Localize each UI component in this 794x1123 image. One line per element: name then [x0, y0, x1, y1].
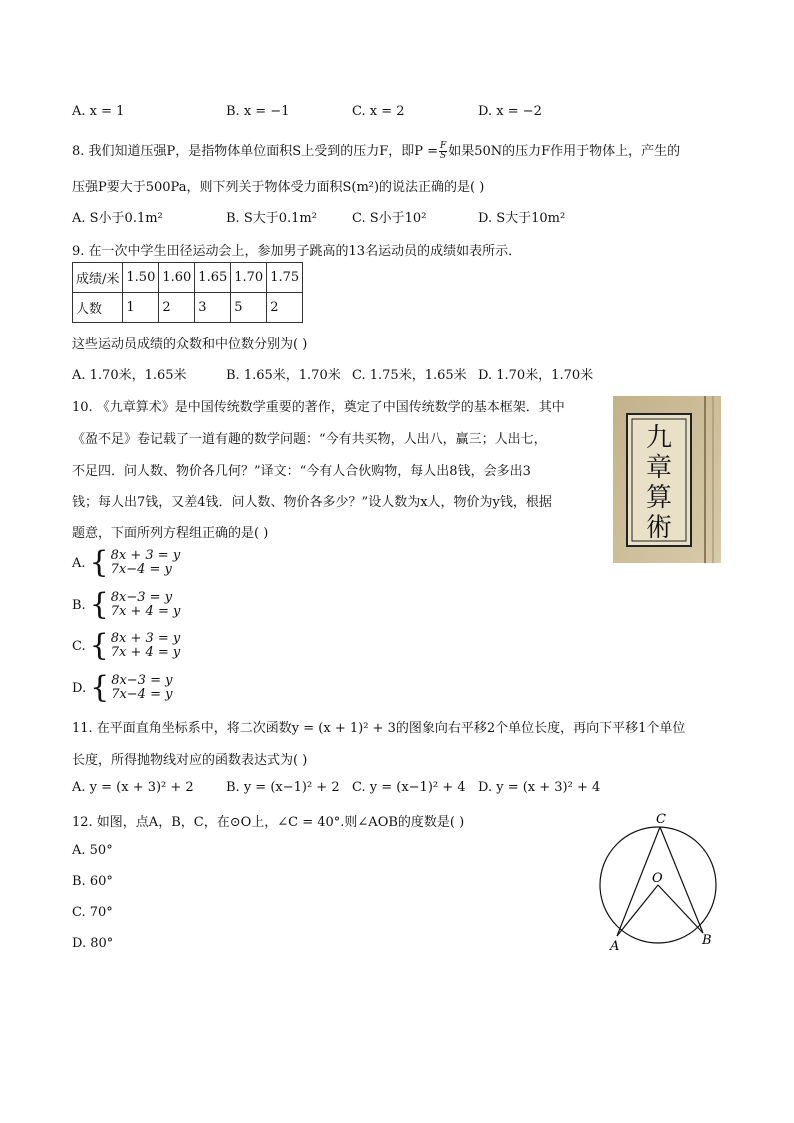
- table-cell: 1.75: [267, 263, 303, 293]
- q9-option-c: C. 1.75米，1.65米: [352, 368, 467, 383]
- q9-option-a: A. 1.70米，1.65米: [72, 368, 187, 383]
- q10-option-b: [72, 587, 181, 622]
- book-char-3: 算: [645, 483, 673, 513]
- q7-option-d: D. x = −2: [478, 104, 542, 119]
- table-cell: 2: [267, 293, 303, 323]
- table-row: [73, 293, 303, 323]
- q11-option-a: A. y = (x + 3)² + 2: [72, 780, 194, 795]
- brace-symbol: {: [90, 670, 110, 705]
- brace-symbol: {: [89, 587, 109, 622]
- option-label: B.: [72, 597, 86, 613]
- q9-option-b: B. 1.65米，1.70米: [226, 368, 341, 383]
- q7-option-b: B. x = −1: [226, 104, 290, 119]
- equation-1: 8x + 3 = y: [110, 548, 181, 563]
- q10-option-a: [72, 545, 181, 580]
- segment-oa: [617, 885, 658, 936]
- q7-option-c: C. x = 2: [352, 104, 405, 119]
- q11-option-c: C. y = (x−1)² + 4: [352, 780, 466, 795]
- book-char-2: 章: [645, 453, 673, 483]
- q10-option-c: [72, 628, 181, 663]
- table-cell: 1.65: [195, 263, 231, 293]
- fraction-numerator: F: [439, 141, 447, 151]
- table-cell: 1.60: [159, 263, 195, 293]
- q8-option-c: C. S小于10²: [352, 211, 427, 226]
- label-c: C: [656, 812, 666, 827]
- label-a: A: [610, 939, 620, 954]
- option-label: C.: [72, 638, 86, 654]
- table-row: [73, 263, 303, 293]
- table-cell: 3: [195, 293, 231, 323]
- q10-stem-line2: 《盈不足》卷记载了一道有趣的数学问题：“今有共买物，人出八，赢三；人出七，: [72, 432, 547, 447]
- q11-option-b: B. y = (x−1)² + 2: [226, 780, 340, 795]
- segment-ob: [658, 885, 703, 933]
- equation-system: [111, 674, 172, 702]
- equation-2: 7x−4 = y: [110, 562, 172, 577]
- q8-fraction: [439, 142, 447, 161]
- equation-1: 8x + 3 = y: [110, 631, 181, 646]
- segment-cb: [660, 827, 703, 933]
- brace-symbol: {: [89, 545, 109, 580]
- q9-stem: 9. 在一次中学生田径运动会上，参加男子跳高的13名运动员的成绩如表所示．: [72, 244, 522, 259]
- table-cell: 1: [123, 293, 159, 323]
- q9-option-d: D. 1.70米，1.70米: [478, 368, 594, 383]
- q11-stem-line1: 11. 在平面直角坐标系中，将二次函数y = (x + 1)² + 3的图象向右平移2个单位长度，再向下平移1个单位: [72, 721, 686, 736]
- table-cell: 5: [231, 293, 267, 323]
- equation-1: 8x−3 = y: [110, 590, 173, 605]
- q10-stem-line3: 不足四．问人数、物价各几何？”译文：“今有人合伙购物，每人出8钱，会多出3: [72, 464, 531, 479]
- equation-2: 7x + 4 = y: [110, 604, 181, 619]
- q8-option-a: A. S小于0.1m²: [72, 211, 163, 226]
- q8-stem-line2: 压强P要大于500Pa，则下列关于物体受力面积S(m²)的说法正确的是( ): [72, 180, 485, 195]
- q11-stem-line2: 长度，所得抛物线对应的函数表达式为( ): [72, 753, 308, 768]
- q8-option-b: B. S大于0.1m²: [226, 211, 317, 226]
- equation-2: 7x + 4 = y: [110, 645, 181, 660]
- label-o: O: [652, 871, 663, 886]
- jiuzhang-book-cover-image: [613, 396, 721, 563]
- fraction-denominator: S: [440, 151, 447, 161]
- book-char-4: 術: [645, 513, 673, 543]
- q12-stem: 12. 如图，点A，B，C，在⊙O上，∠C = 40°.则∠AOB的度数是( ): [72, 815, 465, 830]
- q12-option-a: A. 50°: [72, 843, 113, 858]
- q10-option-d: [72, 670, 173, 705]
- q12-option-b: B. 60°: [72, 874, 113, 889]
- table-cell: 成绩/米: [73, 263, 123, 293]
- book-char-1: 九: [645, 423, 673, 453]
- table-cell: 人数: [73, 293, 123, 323]
- q11-option-d: D. y = (x + 3)² + 4: [478, 780, 601, 795]
- q10-stem-line4: 钱；每人出7钱，又差4钱．问人数、物价各多少？”设人数为x人，物价为y钱，根据: [72, 495, 552, 510]
- q7-option-a: A. x = 1: [72, 104, 125, 119]
- circle-diagram: [596, 808, 726, 958]
- equation-system: [111, 591, 181, 619]
- table-cell: 2: [159, 293, 195, 323]
- score-table: [72, 262, 303, 323]
- q8-stem-part1: 8. 我们知道压强P，是指物体单位面积S上受到的压力F，即P =: [72, 144, 438, 159]
- option-label: D.: [72, 680, 87, 696]
- q12-option-c: C. 70°: [72, 905, 113, 920]
- equation-1: 8x−3 = y: [111, 673, 173, 688]
- q8-stem-part2: 如果50N的压力F作用于物体上，产生的: [448, 144, 681, 159]
- option-label: A.: [72, 555, 86, 571]
- q10-stem-line5: 题意，下面所列方程组正确的是( ): [72, 526, 269, 541]
- q10-stem-line1: 10. 《九章算术》是中国传统数学重要的著作，奠定了中国传统数学的基本框架．其中: [72, 400, 565, 415]
- q8-stem-line1: [72, 140, 680, 161]
- label-b: B: [702, 933, 712, 948]
- equation-system: [111, 549, 181, 577]
- brace-symbol: {: [89, 628, 109, 663]
- q12-option-d: D. 80°: [72, 936, 114, 951]
- equation-system: [111, 632, 181, 660]
- q8-option-d: D. S大于10m²: [478, 211, 566, 226]
- table-cell: 1.70: [231, 263, 267, 293]
- q9-question: 这些运动员成绩的众数和中位数分别为( ): [72, 337, 308, 352]
- equation-2: 7x−4 = y: [111, 687, 173, 702]
- table-cell: 1.50: [123, 263, 159, 293]
